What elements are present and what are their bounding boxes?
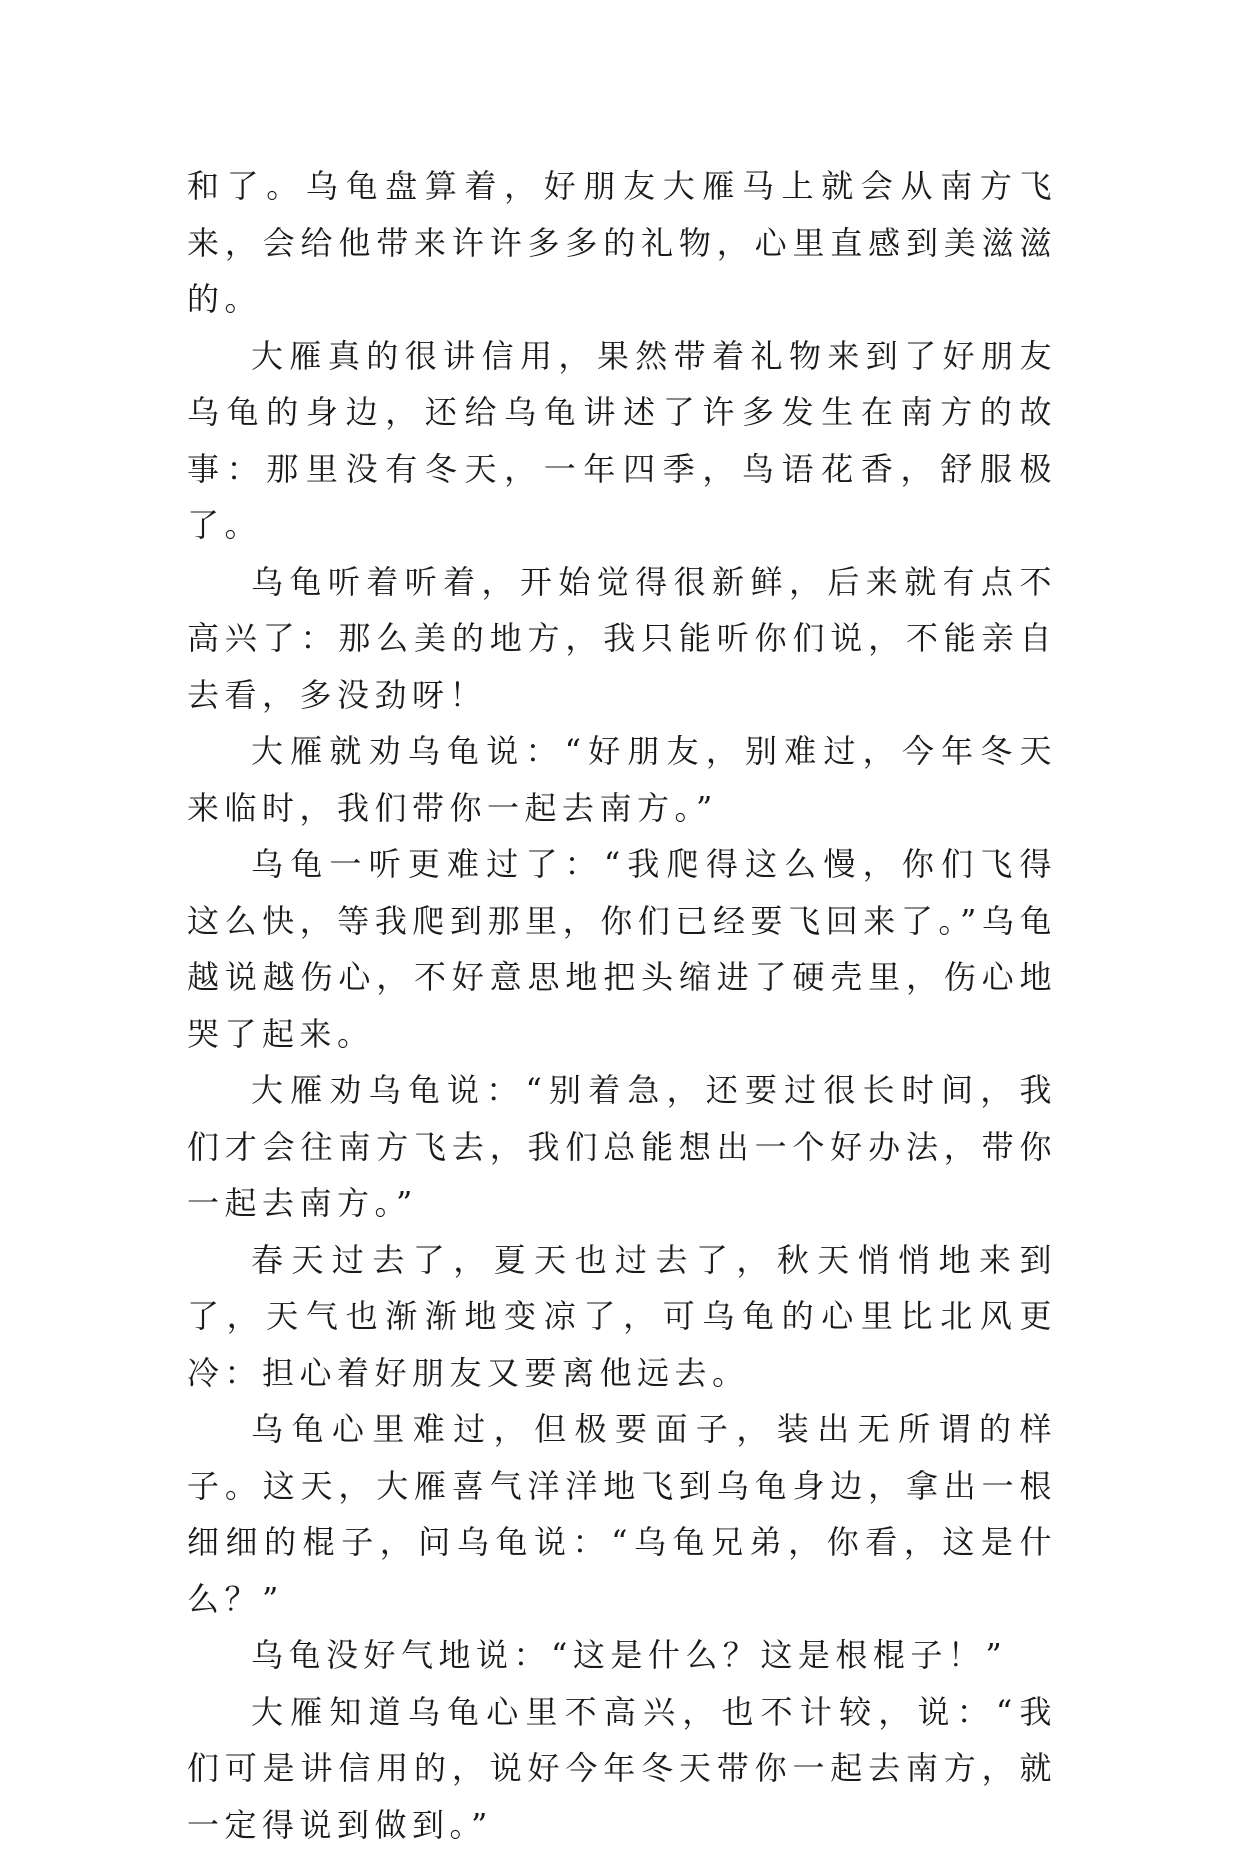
document-body <box>187 158 1057 1853</box>
paragraph: 乌龟一听更难过了：“我爬得这么慢，你们飞得这么快，等我爬到那里，你们已经要飞回来了。”乌龟越说越伤心，不好意思地把头缩进了硬壳里，伤心地哭了起来。 <box>187 836 1057 1062</box>
paragraph: 大雁知道乌龟心里不高兴，也不计较，说：“我们可是讲信用的，说好今年冬天带你一起去南方，就一定得说到做到。” <box>187 1684 1057 1853</box>
paragraph: 乌龟听着听着，开始觉得很新鲜，后来就有点不高兴了：那么美的地方，我只能听你们说，不能亲自去看，多没劲呀！ <box>187 554 1057 724</box>
paragraph: 乌龟心里难过，但极要面子，装出无所谓的样子。这天，大雁喜气洋洋地飞到乌龟身边，拿出一根细细的棍子，问乌龟说：“乌龟兄弟，你看，这是什么？” <box>187 1401 1057 1627</box>
paragraph: 大雁真的很讲信用，果然带着礼物来到了好朋友乌龟的身边，还给乌龟讲述了许多发生在南方的故事：那里没有冬天，一年四季，鸟语花香，舒服极了。 <box>187 328 1057 554</box>
paragraph: 乌龟没好气地说：“这是什么？这是根棍子！” <box>187 1627 1057 1684</box>
paragraph: 大雁就劝乌龟说：“好朋友，别难过，今年冬天来临时，我们带你一起去南方。” <box>187 723 1057 836</box>
paragraph: 春天过去了，夏天也过去了，秋天悄悄地来到了，天气也渐渐地变凉了，可乌龟的心里比北风更冷：担心着好朋友又要离他远去。 <box>187 1232 1057 1402</box>
paragraph: 大雁劝乌龟说：“别着急，还要过很长时间，我们才会往南方飞去，我们总能想出一个好办法，带你一起去南方。” <box>187 1062 1057 1232</box>
paragraph: 和了。乌龟盘算着，好朋友大雁马上就会从南方飞来，会给他带来许许多多的礼物，心里直感到美滋滋的。 <box>187 158 1057 328</box>
